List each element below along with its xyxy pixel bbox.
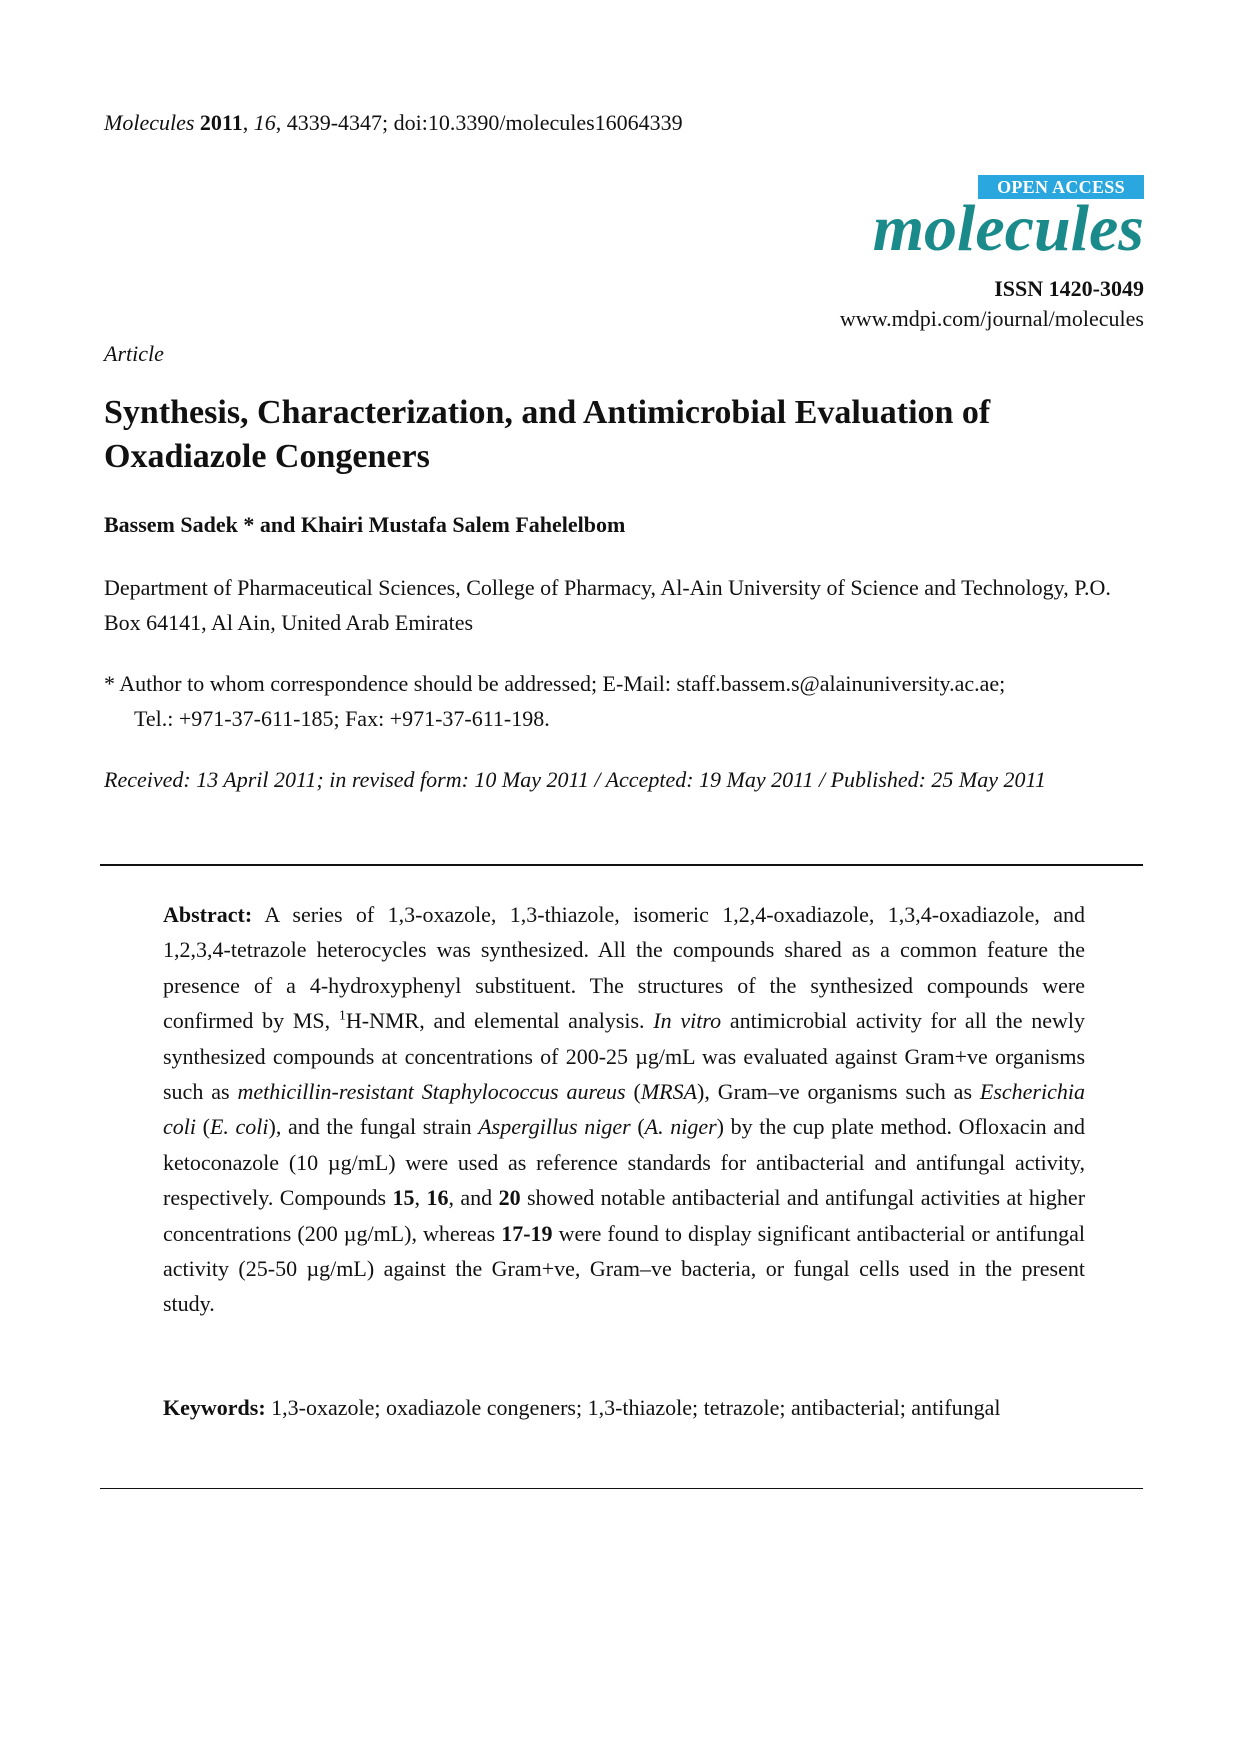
- abstract-text: ), Gram–ve organisms such as: [697, 1079, 980, 1105]
- citation-pages-doi: , 4339-4347; doi:10.3390/molecules16064339: [275, 110, 683, 135]
- keywords-text: 1,3-oxazole; oxadiazole congeners; 1,3-thiazole; tetrazole; antibacterial; antifungal: [265, 1395, 1001, 1420]
- correspondence-line-1: * Author to whom correspondence should be addressed; E-Mail: staff.bassem.s@alainuniversity.ac.ae;: [104, 671, 1006, 696]
- abstract-text: showed notable antibacterial and antifungal activities at higher concentrations (200 µg/mL), whereas: [163, 1185, 1086, 1246]
- abstract-text: ,: [414, 1185, 427, 1211]
- keywords: [163, 1390, 1085, 1425]
- affiliation: Department of Pharmaceutical Sciences, College of Pharmacy, Al-Ain University of Science and Technology, P.O. Box 64141, Al Ain, United Arab Emirates: [104, 575, 1111, 635]
- abstract-superscript: 1: [338, 1008, 346, 1024]
- journal-logo: molecules: [872, 192, 1144, 265]
- correspondence: [104, 666, 1154, 736]
- abstract-organism-abbr: MRSA: [640, 1079, 698, 1105]
- abstract-text: ), and the fungal strain: [268, 1114, 479, 1140]
- abstract-organism-ecoli: Escherichia coli: [163, 1079, 1085, 1140]
- abstract-text: ) by the cup plate method. Ofloxacin and ketoconazole (10 µg/mL) were used as reference standards for antibacterial and antifungal activity, respectively. Compounds: [163, 1114, 1085, 1211]
- abstract-text: H-NMR, and elemental analysis.: [345, 1008, 654, 1034]
- abstract-organism-mrsa: methicillin-resistant Staphylococcus aureus: [237, 1079, 626, 1105]
- compound-16: 16: [426, 1185, 449, 1211]
- issn: ISSN 1420-3049: [994, 276, 1144, 301]
- citation-line: Molecules 2011, 16, 4339-4347; doi:10.3390/molecules16064339: [104, 110, 683, 135]
- top-divider: [100, 864, 1143, 866]
- paper-title: Synthesis, Characterization, and Antimicrobial Evaluation of Oxadiazole Congeners: [104, 394, 991, 475]
- compound-20: 20: [498, 1185, 521, 1211]
- abstract-text: (: [625, 1079, 641, 1105]
- correspondence-line-2: Tel.: +971-37-611-185; Fax: +971-37-611-198.: [134, 706, 550, 731]
- abstract-organism-abbr: A. niger: [644, 1114, 717, 1140]
- abstract-text: (: [630, 1114, 645, 1140]
- abstract-text: A series of 1,3-oxazole, 1,3-thiazole, isomeric 1,2,4-oxadiazole, 1,3,4-oxadiazole, and 1,2,3,4-tetrazole heterocycles was synthesized. All the compounds shared as a common feature the presence of a 4-hydroxyphenyl substituent. The structures of the synthesized compounds were confirmed by MS,: [163, 902, 1085, 1034]
- abstract-in-vitro: In vitro: [653, 1008, 722, 1034]
- citation-volume: 16: [253, 110, 276, 135]
- authors: Bassem Sadek * and Khairi Mustafa Salem Fahelelbom: [104, 512, 626, 537]
- article-type: Article: [104, 341, 164, 366]
- citation-journal: Molecules: [104, 110, 195, 135]
- abstract: [163, 897, 1085, 1322]
- journal-url[interactable]: www.mdpi.com/journal/molecules: [839, 306, 1144, 331]
- keywords-label: Keywords:: [163, 1395, 266, 1420]
- compound-17-19: 17-19: [501, 1220, 553, 1246]
- abstract-text: antimicrobial activity for all the newly synthesized compounds at concentrations of 200-25 µg/mL was evaluated against Gram+ve organisms such as: [163, 1008, 1086, 1105]
- citation-year: 2011: [199, 110, 243, 135]
- publication-dates: Received: 13 April 2011; in revised form: 10 May 2011 / Accepted: 19 May 2011 / Published: 25 May 2011: [104, 767, 1046, 792]
- bottom-divider: [100, 1488, 1143, 1489]
- compound-15: 15: [392, 1185, 415, 1211]
- abstract-label: Abstract:: [163, 902, 253, 927]
- open-access-badge: OPEN ACCESS: [978, 175, 1144, 199]
- abstract-text: were found to display significant antibacterial or antifungal activity (25-50 µg/mL) against the Gram+ve, Gram–ve bacteria, or fungal cells used in the present study.: [163, 1220, 1086, 1317]
- abstract-organism-aniger: Aspergillus niger: [478, 1114, 631, 1140]
- abstract-text: (: [196, 1114, 210, 1140]
- abstract-text: , and: [448, 1185, 499, 1211]
- abstract-organism-abbr: E. coli: [209, 1114, 269, 1140]
